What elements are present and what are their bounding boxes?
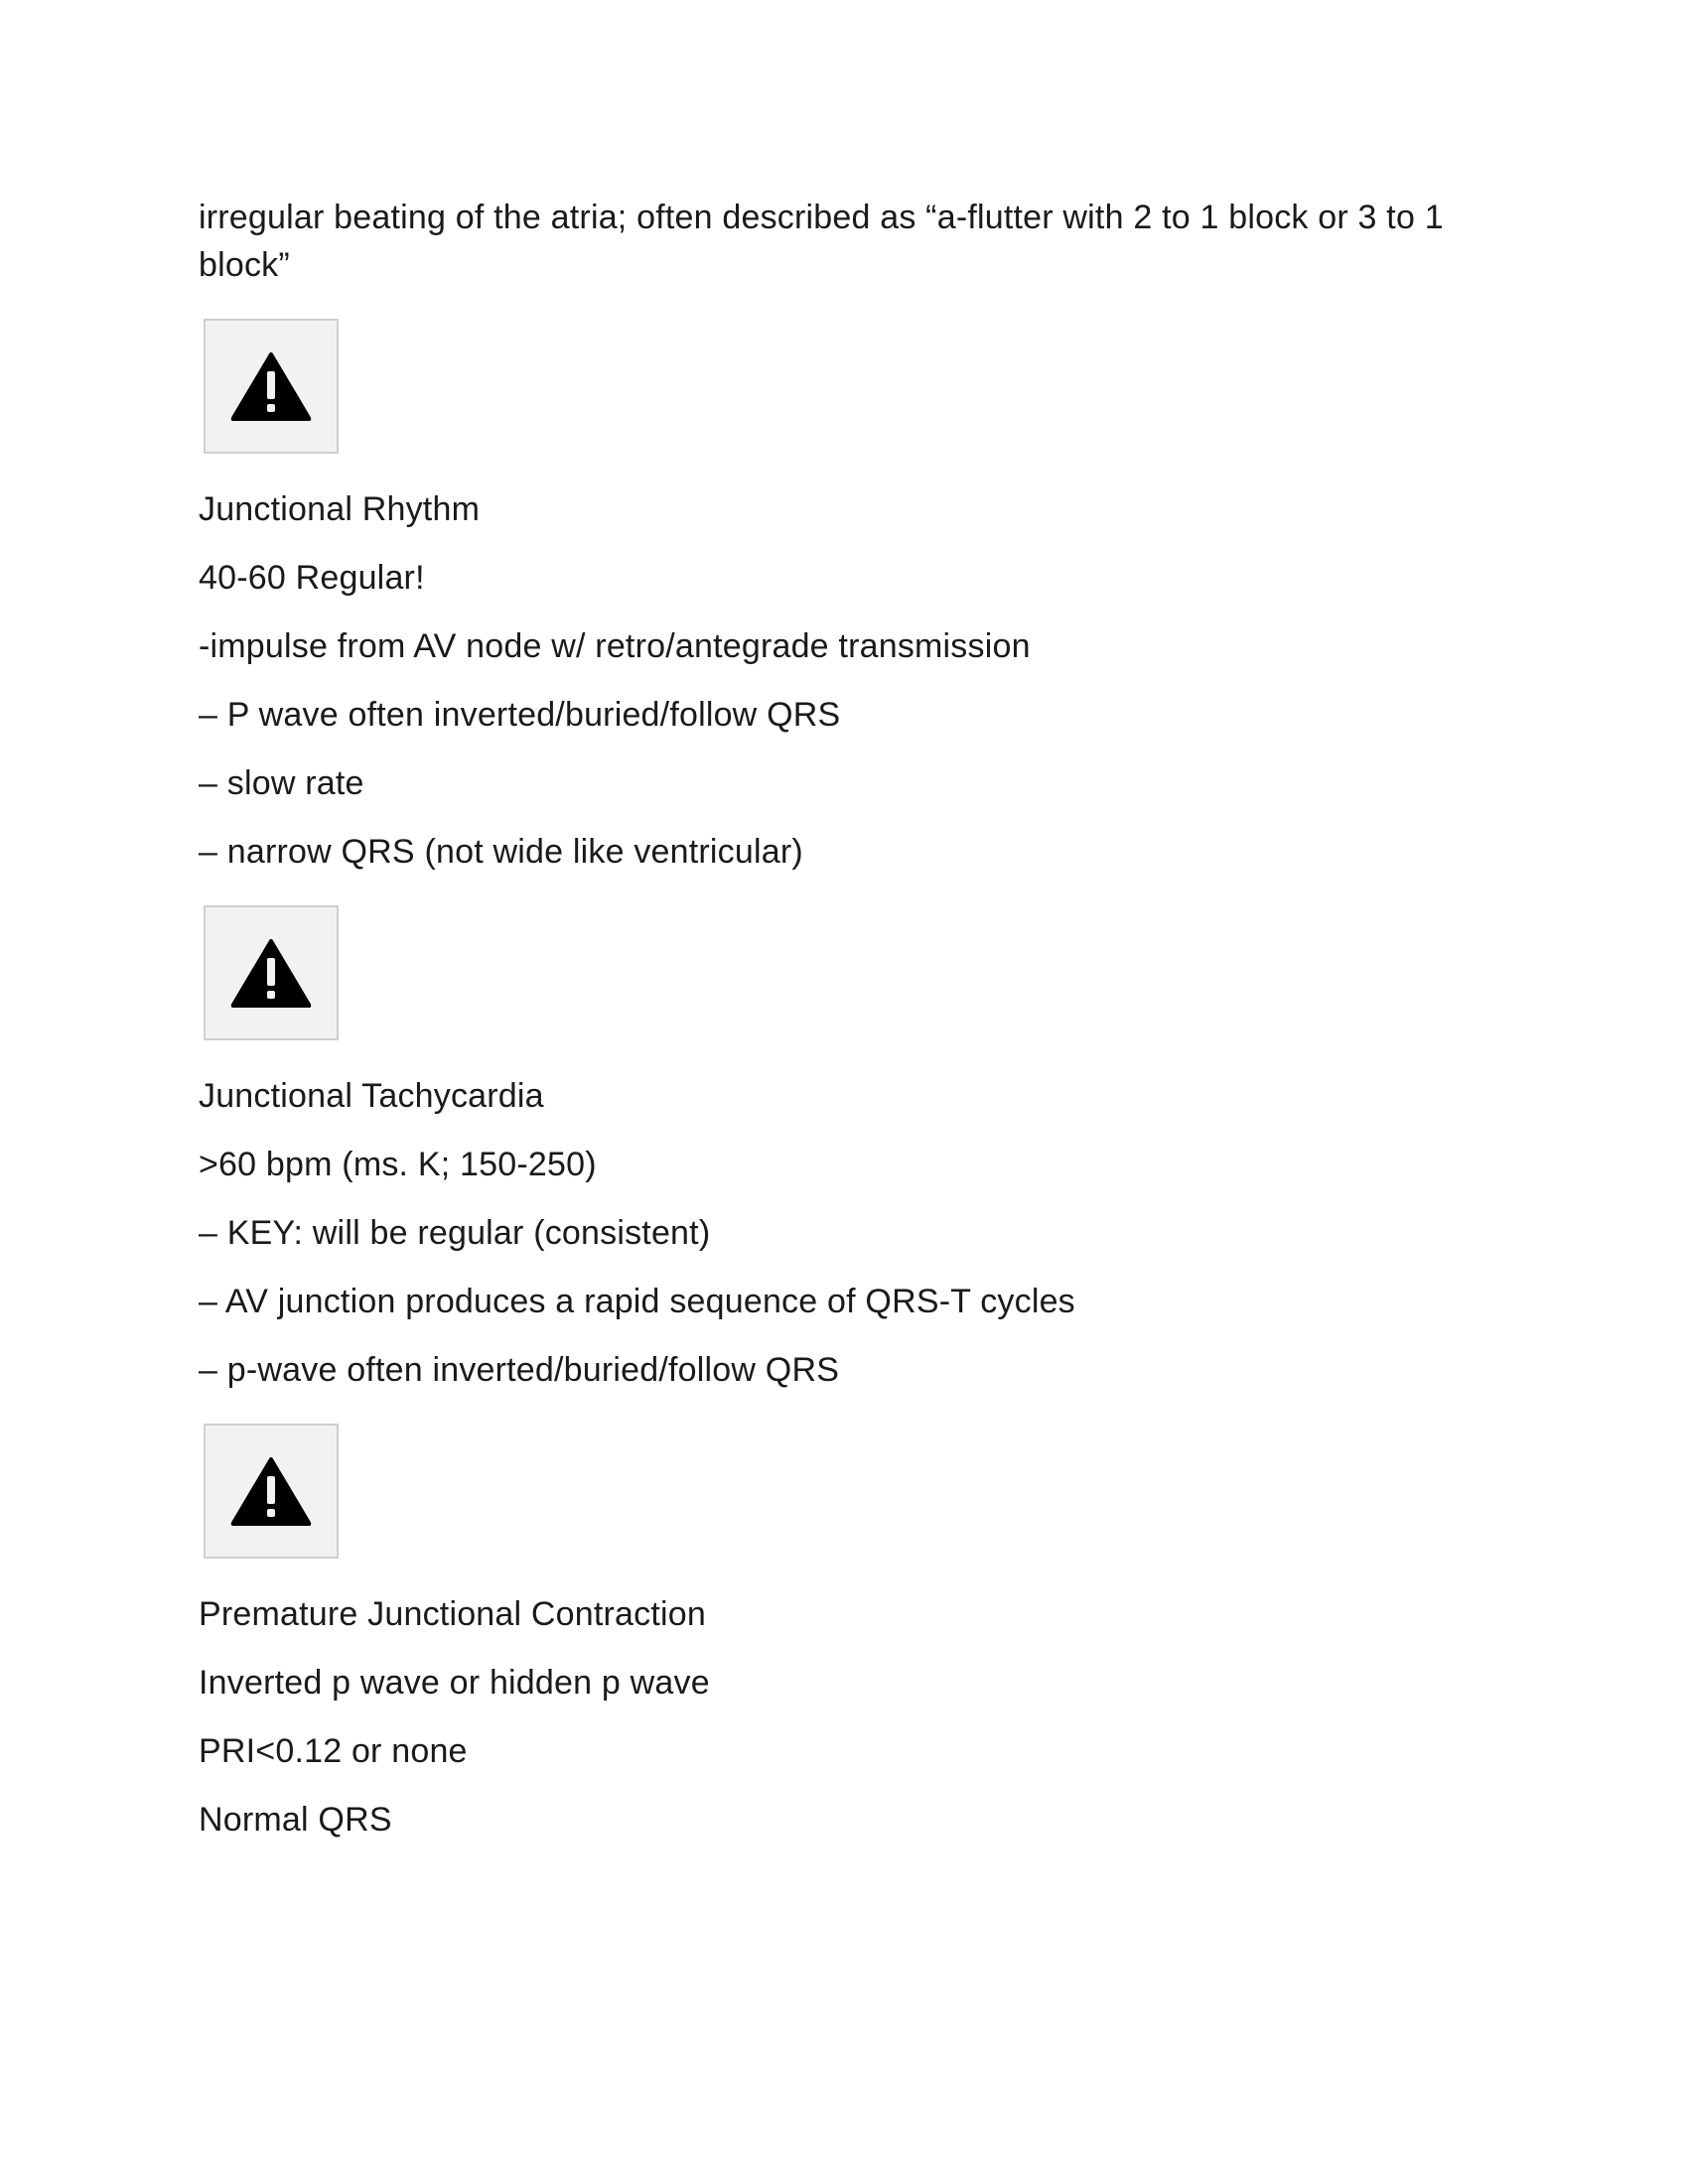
section-line: PRI<0.12 or none — [199, 1732, 468, 1770]
document-page — [199, 194, 1499, 1843]
section-line: – AV junction produces a rapid sequence of QRS-T cycles — [199, 1283, 1075, 1320]
section-line: – narrow QRS (not wide like ventricular) — [199, 833, 803, 871]
section-title: Junctional Tachycardia — [199, 1077, 544, 1115]
section-title: Premature Junctional Contraction — [199, 1595, 706, 1633]
warning-icon — [230, 938, 312, 1008]
section-line: – P wave often inverted/buried/follow QRS — [199, 696, 841, 734]
section-title: Junctional Rhythm — [199, 490, 481, 528]
broken-image-placeholder — [204, 1424, 339, 1559]
warning-icon — [230, 351, 312, 421]
broken-image-placeholder — [204, 905, 339, 1040]
section-line: – p-wave often inverted/buried/follow QRS — [199, 1351, 840, 1389]
intro-paragraph: irregular beating of the atria; often described as “a-flutter with 2 to 1 block or 3 to 1 block” — [199, 199, 1444, 284]
warning-icon — [230, 1456, 312, 1526]
section-line: -impulse from AV node w/ retro/antegrade transmission — [199, 627, 1031, 665]
section-line: 40-60 Regular! — [199, 559, 425, 597]
section-line: Normal QRS — [199, 1801, 392, 1839]
section-line: >60 bpm (ms. K; 150-250) — [199, 1146, 597, 1183]
section-line: – KEY: will be regular (consistent) — [199, 1214, 711, 1252]
section-line: Inverted p wave or hidden p wave — [199, 1664, 710, 1702]
broken-image-placeholder — [204, 319, 339, 454]
section-line: – slow rate — [199, 764, 364, 802]
